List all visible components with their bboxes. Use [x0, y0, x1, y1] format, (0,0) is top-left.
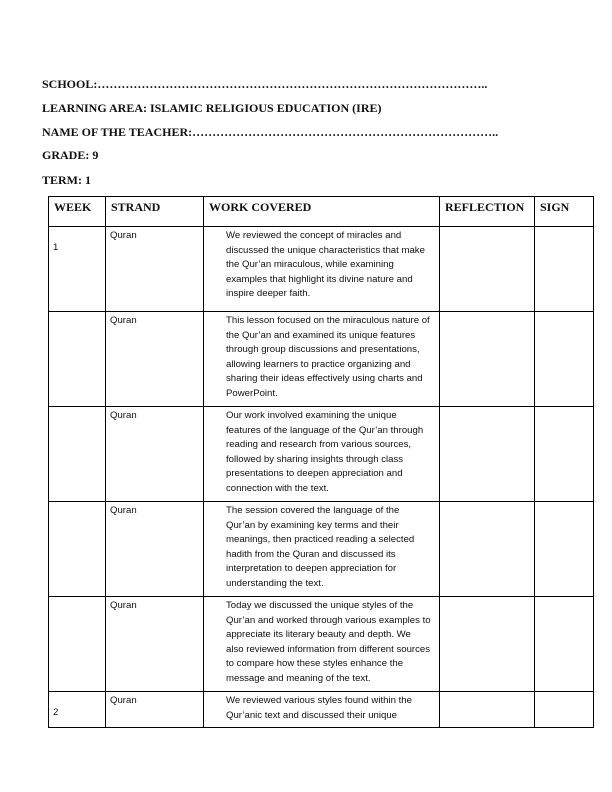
work-covered-cell: The session covered the language of the Qur’an by examining key terms and their meanings, then practiced reading a selected hadith from the Quran and discussed its interpretation to deepen appreciation for understanding the text. — [204, 502, 440, 597]
table-header-row — [49, 197, 594, 227]
column-header-reflection: REFLECTION — [440, 197, 535, 227]
reflection-cell — [440, 227, 535, 312]
table-row — [49, 692, 594, 728]
table-row — [49, 407, 594, 502]
sign-cell — [535, 692, 594, 728]
table-row — [49, 312, 594, 407]
sign-cell — [535, 407, 594, 502]
reflection-cell — [440, 597, 535, 692]
strand-cell: Quran — [106, 407, 204, 502]
strand-cell: Quran — [106, 692, 204, 728]
reflection-cell — [440, 502, 535, 597]
term-line: TERM: 1 — [42, 173, 91, 187]
sign-cell — [535, 312, 594, 407]
reflection-cell — [440, 312, 535, 407]
sign-cell — [535, 502, 594, 597]
column-header-sign: SIGN — [535, 197, 594, 227]
work-covered-cell: Today we discussed the unique styles of the Qur’an and worked through various examples to appreciate its literary beauty and depth. We also reviewed information from different sources to compare how these styles enhance the message and meaning of the text. — [204, 597, 440, 692]
column-header-strand: STRAND — [106, 197, 204, 227]
strand-cell: Quran — [106, 502, 204, 597]
sign-cell — [535, 227, 594, 312]
column-header-week: WEEK — [49, 197, 106, 227]
reflection-cell — [440, 407, 535, 502]
sign-cell — [535, 597, 594, 692]
strand-cell: Quran — [106, 312, 204, 407]
week-cell: 2 — [49, 692, 106, 728]
strand-cell: Quran — [106, 597, 204, 692]
reflection-cell — [440, 692, 535, 728]
work-covered-cell: This lesson focused on the miraculous nature of the Qur’an and examined its unique features through group discussions and presentations, allowing learners to practice organizing and sharing their ideas effectively using charts and PowerPoint. — [204, 312, 440, 407]
school-line: SCHOOL:…………………………………………………………………………………….. — [42, 77, 488, 91]
work-covered-cell: Our work involved examining the unique features of the language of the Qur’an through reading and research from various sources, followed by sharing insights through class presentations to deepen appreciation and connection with the text. — [204, 407, 440, 502]
week-cell — [49, 312, 106, 407]
learning-area-line: LEARNING AREA: ISLAMIC RELIGIOUS EDUCATION (IRE) — [42, 101, 382, 115]
grade-line: GRADE: 9 — [42, 148, 99, 162]
work-covered-cell: We reviewed the concept of miracles and discussed the unique characteristics that make the Qur’an miraculous, while examining examples that highlight its divine nature and inspire deeper faith. — [204, 227, 440, 312]
column-header-work-covered: WORK COVERED — [204, 197, 440, 227]
week-cell — [49, 597, 106, 692]
work-covered-cell: We reviewed various styles found within the Qur’anic text and discussed their unique — [204, 692, 440, 728]
table-row — [49, 502, 594, 597]
week-cell — [49, 407, 106, 502]
work-covered-table — [48, 196, 594, 728]
table-row — [49, 227, 594, 312]
table-row — [49, 597, 594, 692]
teacher-name-line: NAME OF THE TEACHER:………………………………………………………………….. — [42, 125, 499, 139]
strand-cell: Quran — [106, 227, 204, 312]
week-cell — [49, 502, 106, 597]
week-cell: 1 — [49, 227, 106, 312]
